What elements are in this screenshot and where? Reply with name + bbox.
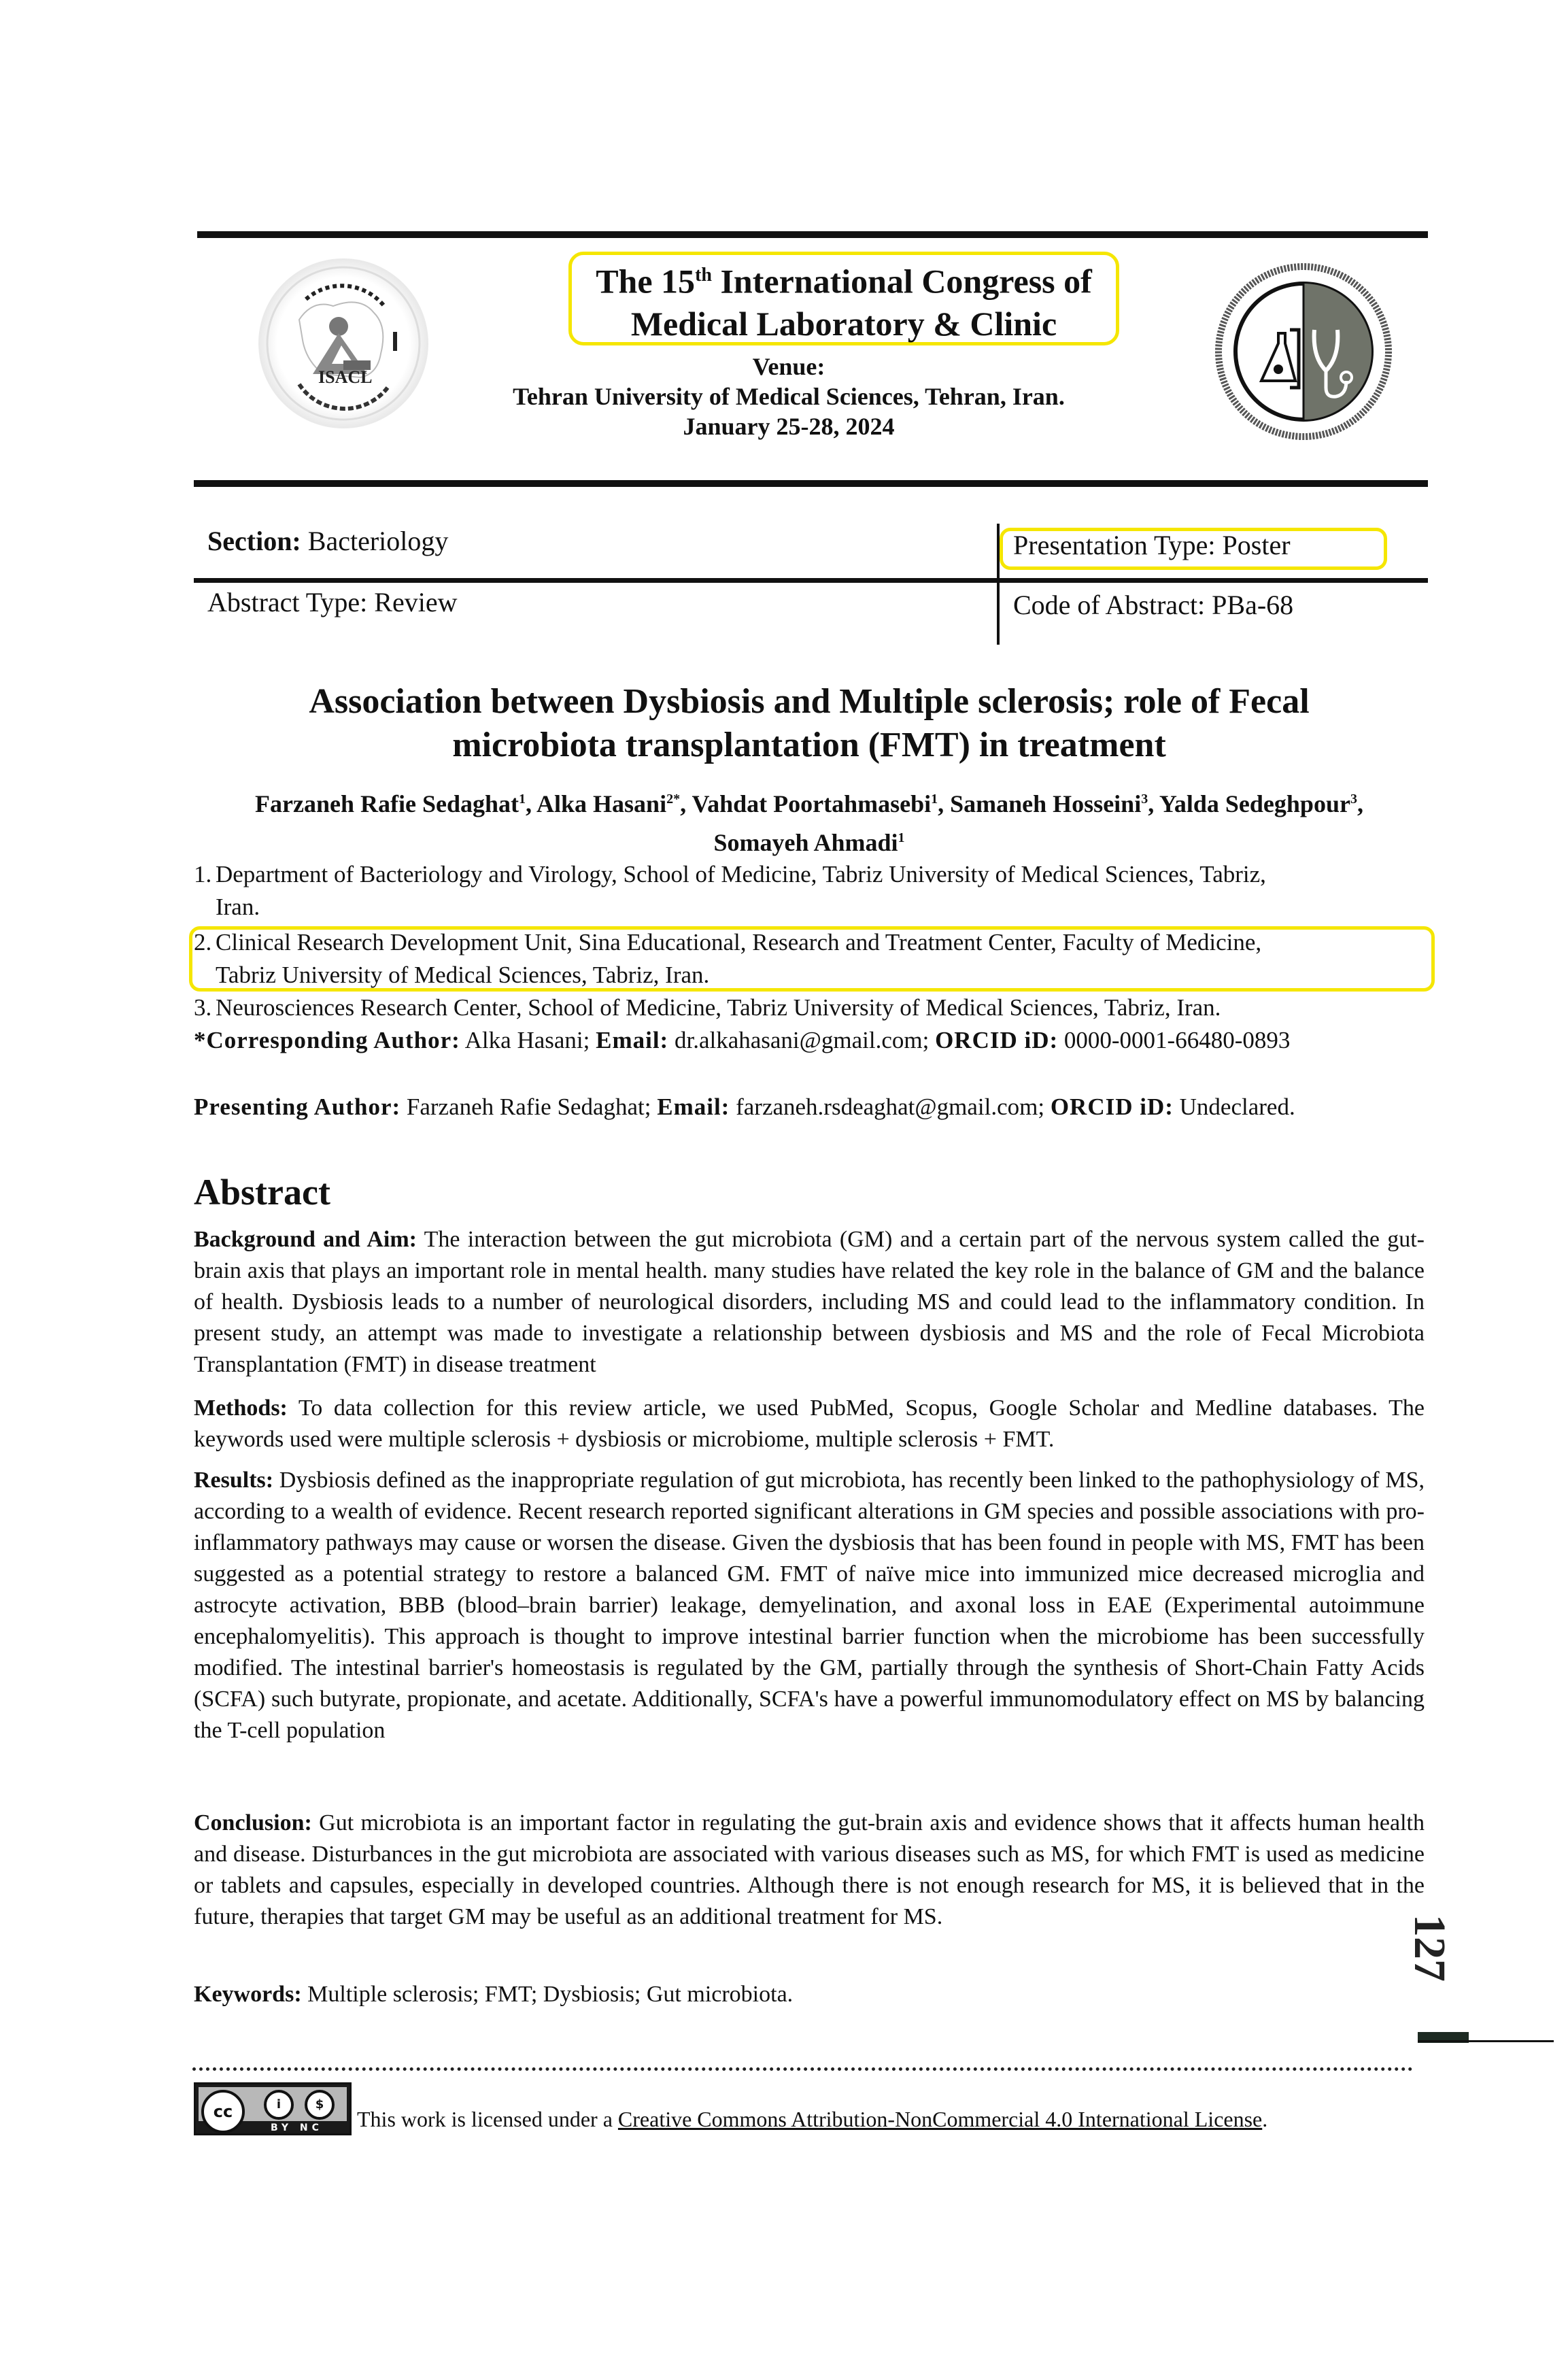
header-top-rule: [197, 231, 1428, 238]
isacl-logo-text: ISACL: [318, 367, 373, 387]
cc-by-nc-badge[interactable]: [194, 2082, 352, 2135]
keywords-paragraph: Keywords: Multiple sclerosis; FMT; Dysbiosis; Gut microbiota.: [194, 1982, 794, 2007]
author: Somayeh Ahmadi$^1$: [713, 829, 905, 856]
author: Alka Hasani$^{2*}$: [536, 790, 681, 817]
license-text: This work is licensed under a Creative Commons Attribution-NonCommercial 4.0 International License.: [357, 2107, 1268, 2131]
presentation-type-field: Presentation Type: Poster: [1013, 530, 1291, 560]
affiliation-3: 3. Neurosciences Research Center, School of Medicine, Tabriz University of Medical Sciences, Tabriz, Iran.: [194, 994, 1221, 1021]
cc-icon: cc: [201, 2090, 245, 2133]
corresponding-email: dr.alkahasani@gmail.com;: [674, 1027, 930, 1053]
flask-stethoscope-icon: [1214, 262, 1394, 442]
author: Samaneh Hosseini$^3$: [950, 790, 1148, 817]
paper-title: Association between Dysbiosis and Multiple sclerosis; role of Fecal microbiota transplantation (FMT) in treatment: [309, 682, 1310, 764]
conclusion-paragraph: Conclusion: Gut microbiota is an important factor in regulating the gut-brain axis and evidence shows that it affects human health and disease. Disturbances in the gut microbiota are associated with various diseases such as MS, for which FMT is used as medicine or tablets and capsules, especially in developed countries. Although there is not enough research for MS, it is believed that in the future, therapies that target GM may be useful as an additional treatment for MS.: [194, 1810, 1425, 1929]
page-number: 127: [1405, 1914, 1454, 1982]
cc-badge-labels: BY NC: [271, 2122, 323, 2133]
attribution-icon: i: [264, 2090, 294, 2120]
congress-logo: [1214, 262, 1394, 442]
license-link[interactable]: Creative Commons Attribution-NonCommercial 4.0 International License: [617, 2107, 1263, 2131]
author: Yalda Sedeghpour$^3$: [1159, 790, 1357, 817]
header-bottom-rule: [194, 480, 1428, 487]
affiliation-1: 1. Department of Bacteriology and Virology, School of Medicine, Tabriz University of Medical Sciences, Tabriz, Iran.: [194, 861, 1266, 920]
venue-dates: January 25-28, 2024: [683, 413, 895, 440]
methods-paragraph: Methods: To data collection for this review article, we used PubMed, Scopus, Google Scholar and Medline databases. The keywords used were multiple sclerosis + dysbiosis or microbiome, multiple sclerosis + FMT.: [194, 1395, 1425, 1452]
presenting-email: farzaneh.rsdeaghat@gmail.com;: [736, 1094, 1045, 1120]
page-number-rule: [1418, 2040, 1554, 2042]
results-paragraph: Results: Dysbiosis defined as the inappropriate regulation of gut microbiota, has recently been linked to the pathophysiology of MS, according to a wealth of evidence. Recent research reported significant alterations in GM species and possible associations with pro-inflammatory pathways may cause or worsen the disease. Given the dysbiosis that has been found in people with MS, FMT has been suggested as a potential strategy to restore a balanced GM. FMT of naïve mice into immunized mice decreased microglia and astrocyte activation, BBB (blood–brain barrier) leakage, demyelination, and axonal loss in EAE (Experimental autoimmune encephalomyelitis). This approach is thought to improve intestinal barrier function when the microbiome has been successfully modified. The intestinal barrier's homeostasis is regulated by the GM, partially through the synthesis of Short-Chain Fatty Acids (SCFA) such butyrate, propionate, and acetate. Additionally, SCFA's have a powerful immunomodulatory effect on MS by balancing the T-cell population: [194, 1468, 1425, 1743]
venue-place: Tehran University of Medical Sciences, Tehran, Iran.: [513, 383, 1065, 410]
abstract-heading: Abstract: [194, 1172, 330, 1213]
meta-divider: [194, 578, 1428, 583]
abstract-type-field: Abstract Type: Review: [207, 587, 458, 617]
footer-dotted-separator: [192, 2067, 1413, 2071]
background-paragraph: Background and Aim: The interaction between the gut microbiota (GM) and a certain part of the nervous system called the gut-brain axis that plays an important role in mental health. many studies have related the key role in the balance of GM and the balance of health. Dysbiosis leads to a number of neurological disorders, including MS and could lead to the inflammatory condition. In present study, an attempt was made to investigate a relationship between dysbiosis and MS and the role of Fecal Microbiota Transplantation (FMT) in disease treatment: [194, 1227, 1425, 1377]
section-field: Section: Bacteriology: [207, 526, 449, 556]
abstract-code-field: Code of Abstract: PBa-68: [1013, 590, 1294, 620]
author: Farzaneh Rafie Sedaghat$^1$: [255, 790, 526, 817]
noncommercial-icon: $: [305, 2090, 335, 2120]
venue-label: Venue:: [752, 353, 825, 380]
corresponding-author: *Corresponding Author: Alka Hasani; Email: dr.alkahasani@gmail.com; ORCID iD: 0000-0001-66480-0893: [194, 1027, 1291, 1053]
presenting-author: Presenting Author: Farzaneh Rafie Sedaghat; Email: farzaneh.rsdeaghat@gmail.com; ORCID iD: Undeclared.: [194, 1094, 1295, 1120]
author: Vahdat Poortahmasebi$^1$: [692, 790, 938, 817]
affiliation-2: 2. Clinical Research Development Unit, Sina Educational, Research and Treatment Center, Faculty of Medicine, Tabriz University of Medical Sciences, Tabriz, Iran.: [194, 929, 1262, 988]
author-list: Farzaneh Rafie Sedaghat$^1$, Alka Hasani$^{2*}$, Vahdat Poortahmasebi$^1$, Samaneh Hosseini$^3$, Yalda Sedeghpour$^3$, Somayeh Ahmadi$^1$: [255, 790, 1363, 856]
congress-title: The 15th International Congress of Medical Laboratory & Clinic: [596, 262, 1092, 343]
meta-vertical-divider: [997, 524, 1000, 645]
